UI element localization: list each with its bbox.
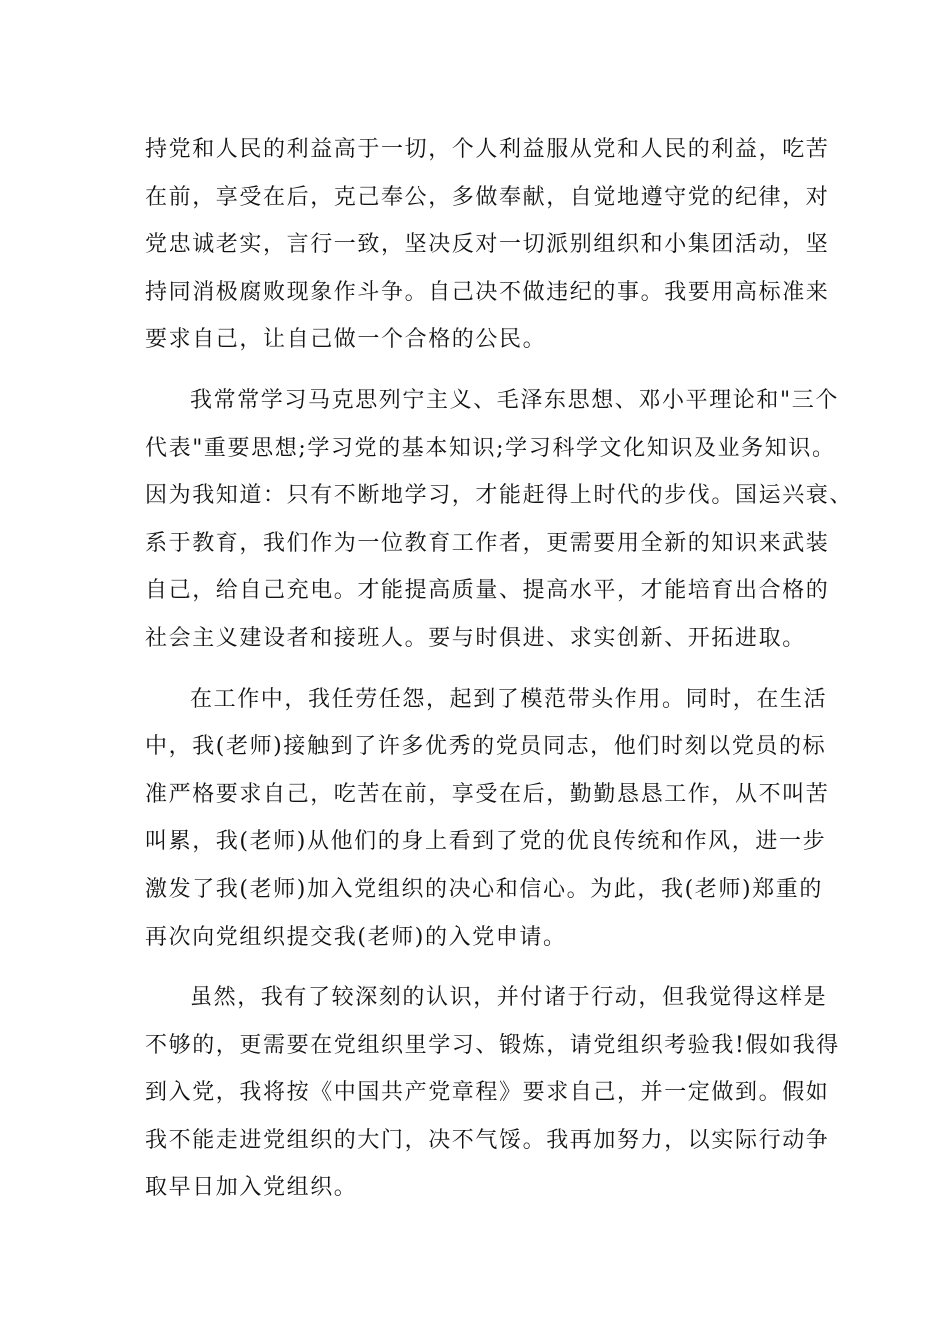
text-line: 不够的，更需要在党组织里学习、锻炼，请党组织考验我!假如我得 [145,1032,840,1058]
text-line: 持同消极腐败现象作斗争。自己决不做违纪的事。我要用高标准来 [145,279,830,305]
text-line: 再次向党组织提交我(老师)的入党申请。 [145,924,567,950]
text-line: 党忠诚老实，言行一致，坚决反对一切派别组织和小集团活动，坚 [145,232,830,258]
text-line: 因为我知道：只有不断地学习，才能赶得上时代的步伐。国运兴衰、 [145,483,854,509]
text-line: 激发了我(老师)加入党组织的决心和信心。为此，我(老师)郑重的 [145,876,823,902]
paragraph-3 [145,676,830,962]
text-line: 我常常学习马克思列宁主义、毛泽东思想、邓小平理论和"三个 [190,387,839,413]
text-line: 准严格要求自己，吃苦在前，享受在后，勤勤恳恳工作，从不叫苦 [145,781,830,807]
text-line: 在前，享受在后，克己奉公，多做奉献，自觉地遵守党的纪律，对 [145,184,830,210]
text-line: 代表"重要思想;学习党的基本知识;学习科学文化知识及业务知识。 [145,435,836,461]
text-line: 取早日加入党组织。 [145,1175,358,1201]
document-body [145,126,854,1225]
paragraph-2 [145,377,854,663]
text-line: 到入党，我将按《中国共产党章程》要求自己，并一定做到。假如 [145,1080,830,1106]
text-line: 系于教育，我们作为一位教育工作者，更需要用全新的知识来武装 [145,530,830,556]
text-line: 中，我(老师)接触到了许多优秀的党员同志，他们时刻以党员的标 [145,734,827,760]
text-line: 在工作中，我任劳任怨，起到了模范带头作用。同时，在生活 [190,686,828,712]
text-line: 虽然，我有了较深刻的认识，并付诸于行动，但我觉得这样是 [190,985,828,1011]
text-line: 我不能走进党组织的大门，决不气馁。我再加努力，以实际行动争 [145,1127,830,1153]
text-line: 社会主义建设者和接班人。要与时俱进、求实创新、开拓进取。 [145,625,806,651]
paragraph-1 [145,126,830,364]
text-line: 持党和人民的利益高于一切，个人利益服从党和人民的利益，吃苦 [145,137,830,162]
text-line: 自己，给自己充电。才能提高质量、提高水平，才能培育出合格的 [145,578,830,604]
text-line: 叫累，我(老师)从他们的身上看到了党的优良传统和作风，进一步 [145,829,827,855]
paragraph-4 [145,974,840,1212]
text-line: 要求自己，让自己做一个合格的公民。 [145,327,547,353]
